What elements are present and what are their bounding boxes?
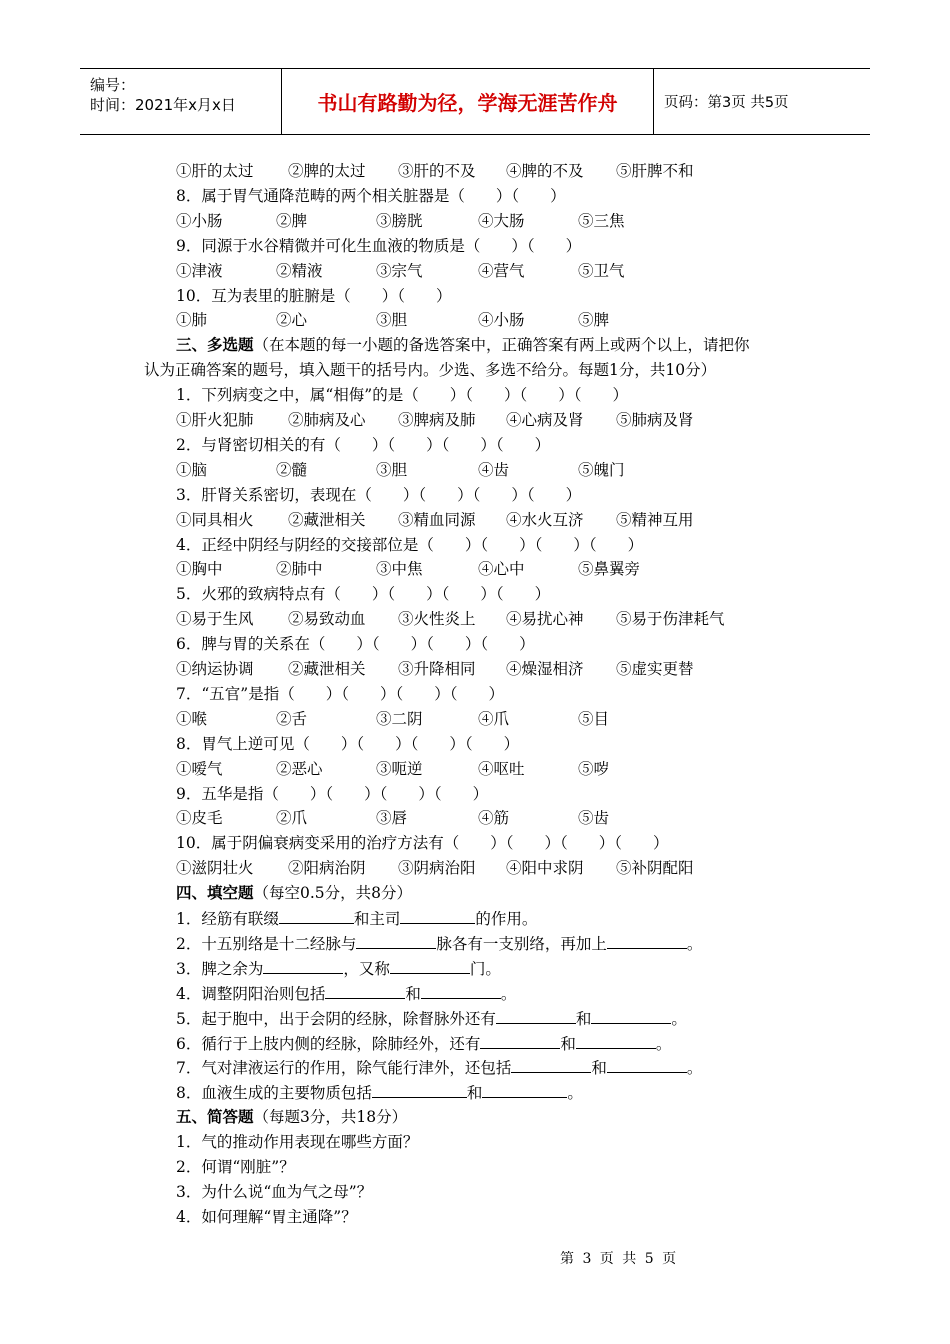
fill-question <box>176 1007 687 1029</box>
answer-option: ⑤易于伤津耗气 <box>616 610 725 629</box>
question-stem: 1．气的推动作用表现在哪些方面？ <box>176 1133 419 1152</box>
fill-question <box>176 907 537 929</box>
question-stem: 2．与肾密切相关的有（ ）（ ）（ ）（ ） <box>176 435 551 454</box>
answer-option: ⑤精神互用 <box>616 510 694 529</box>
answer-option: ①同具相火 <box>176 510 254 529</box>
question-text: 。 <box>686 934 703 953</box>
question-stem: 1．下列病变之中，属“相侮”的是（ ）（ ）（ ）（ ） <box>176 386 628 405</box>
question-text: 门。 <box>469 959 501 978</box>
answer-option: ①纳运协调 <box>176 660 254 678</box>
answer-option: ⑤卫气 <box>578 261 625 280</box>
answer-option: ③中焦 <box>376 560 423 579</box>
code-label: 编号： <box>90 76 136 94</box>
answer-option: ④脾的不及 <box>506 162 584 180</box>
question-stem: 10．互为表里的脏腑是（ ）（ ） <box>176 286 452 305</box>
answer-option: ⑤脾 <box>578 311 610 330</box>
answer-option: ②舌 <box>276 709 308 728</box>
page-header <box>80 68 870 135</box>
answer-option: ④营气 <box>478 261 525 280</box>
answer-option: ②肺中 <box>276 560 323 579</box>
answer-option: ②阳病治阴 <box>288 859 366 878</box>
answer-option: ①胸中 <box>176 560 223 579</box>
question-text: 2．十五别络是十二经脉与 <box>176 934 357 953</box>
answer-option: ⑤哕 <box>578 759 610 778</box>
answer-option: ④爪 <box>478 709 510 728</box>
option-row <box>176 558 796 580</box>
option-row <box>176 309 796 331</box>
question-stem: 8．属于胃气通降范畴的两个相关脏器是（ ）（ ） <box>176 186 566 205</box>
question-stem: 7．“五官”是指（ ）（ ）（ ）（ ） <box>176 684 504 703</box>
section-title: 四、填空题 <box>176 883 254 903</box>
answer-option: ①肝的太过 <box>176 162 254 180</box>
section-instructions-cont: 认为正确答案的题号，填入题干的括号内。少选、多选不给分。每题1分，共10分） <box>144 361 717 380</box>
question-stem: 9．同源于水谷精微并可化生血液的物质是（ ）（ ） <box>176 236 582 255</box>
answer-option: ④齿 <box>478 460 510 479</box>
answer-blank <box>480 1032 560 1049</box>
header-info <box>80 69 282 134</box>
answer-option: ③膀胱 <box>376 211 423 230</box>
answer-blank <box>263 957 343 974</box>
section-heading <box>176 1106 407 1128</box>
answer-option: ③精血同源 <box>398 510 476 529</box>
question-stem: 10．属于阴偏衰病变采用的治疗方法有（ ）（ ）（ ）（ ） <box>176 834 669 853</box>
question-text: 5．起于胞中，出于会阴的经脉，除督脉外还有 <box>176 1009 496 1028</box>
answer-option: ②肺病及心 <box>288 411 366 429</box>
answer-option: ③二阴 <box>376 709 423 728</box>
answer-option: ①肝火犯肺 <box>176 411 254 429</box>
answer-option: ④水火互济 <box>506 510 584 529</box>
date-label: 时间：2021年x月x日 <box>90 96 236 114</box>
answer-option: ③脾病及肺 <box>398 411 476 429</box>
answer-blank <box>356 932 436 949</box>
answer-blank <box>400 907 475 924</box>
fill-question <box>176 1056 702 1078</box>
answer-option: ①易于生风 <box>176 610 254 629</box>
answer-option: ③呃逆 <box>376 759 423 778</box>
option-row <box>176 459 796 481</box>
answer-blank <box>591 1007 671 1024</box>
answer-option: ⑤鼻翼旁 <box>578 560 641 579</box>
option-row <box>176 758 796 780</box>
section-instructions: （在本题的每一小题的备选答案中，正确答案有两上或两个以上，请把你 <box>253 336 750 355</box>
section-heading <box>176 882 412 904</box>
answer-blank <box>482 1081 567 1098</box>
fill-question <box>176 982 516 1004</box>
question-stem: 5．火邪的致病特点有（ ）（ ）（ ）（ ） <box>176 585 551 604</box>
question-stem: 4．正经中阴经与阴经的交接部位是（ ）（ ）（ ）（ ） <box>176 535 644 554</box>
answer-option: ②精液 <box>276 261 323 280</box>
answer-option: ①津液 <box>176 261 223 280</box>
option-row <box>176 509 796 531</box>
page-footer: 第 3 页 共 5 页 <box>560 1251 679 1267</box>
answer-option: ④易扰心神 <box>506 610 584 629</box>
answer-option: ④心中 <box>478 560 525 579</box>
answer-option: ⑤补阴配阳 <box>616 859 694 878</box>
answer-option: ⑤肝脾不和 <box>616 162 694 180</box>
answer-option: ④阳中求阴 <box>506 859 584 878</box>
answer-option: ④燥湿相济 <box>506 660 584 678</box>
question-text: 8．血液生成的主要物质包括 <box>176 1084 372 1103</box>
answer-option: ④心病及肾 <box>506 411 584 429</box>
answer-blank <box>372 1081 467 1098</box>
answer-option: ②藏泄相关 <box>288 660 366 678</box>
answer-option: ①皮毛 <box>176 809 223 828</box>
answer-option: ②脾的太过 <box>288 162 366 180</box>
fill-question <box>176 1032 671 1054</box>
answer-option: ④筋 <box>478 809 510 828</box>
question-text: 和 <box>591 1059 607 1078</box>
answer-blank <box>390 957 470 974</box>
section-instructions: （每题3分，共18分） <box>253 1108 408 1127</box>
answer-option: ②爪 <box>276 809 308 828</box>
question-text: 脉各有一支别络，再加上 <box>436 934 607 953</box>
header-motto <box>282 69 654 134</box>
question-text: 。 <box>567 1084 583 1103</box>
question-text: ，又称 <box>343 959 390 978</box>
question-stem: 8．胃气上逆可见（ ）（ ）（ ）（ ） <box>176 734 520 753</box>
option-row <box>176 260 796 282</box>
answer-option: ⑤魄门 <box>578 460 625 479</box>
answer-option: ①小肠 <box>176 211 223 230</box>
section-title: 五、简答题 <box>176 1107 254 1127</box>
question-text: 和 <box>405 984 421 1003</box>
page-label: 页码：第3页 共5页 <box>664 95 789 111</box>
answer-blank <box>279 907 354 924</box>
answer-option: ③肝的不及 <box>398 162 476 180</box>
answer-option: ②易致动血 <box>288 610 366 629</box>
question-stem: 9．五华是指（ ）（ ）（ ）（ ） <box>176 784 489 803</box>
option-row <box>176 409 796 431</box>
answer-option: ③宗气 <box>376 261 423 280</box>
option-row <box>176 708 796 730</box>
question-stem: 3．肝肾关系密切，表现在（ ）（ ）（ ）（ ） <box>176 485 582 504</box>
question-text: 1．经筋有联缀 <box>176 910 279 928</box>
answer-option: ⑤齿 <box>578 809 610 828</box>
answer-option: ③升降相同 <box>398 660 476 678</box>
question-text: 的作用。 <box>475 910 538 928</box>
answer-blank <box>576 1032 656 1049</box>
answer-option: ①肺 <box>176 311 208 330</box>
answer-option: ⑤目 <box>578 709 610 728</box>
answer-option: ⑤三焦 <box>578 211 625 230</box>
question-text: 。 <box>500 984 517 1003</box>
answer-option: ④大肠 <box>478 211 525 230</box>
question-text: 6．循行于上肢内侧的经脉，除肺经外，还有 <box>176 1034 481 1053</box>
question-stem: 4．如何理解“胃主通降”？ <box>176 1207 357 1226</box>
answer-option: ③胆 <box>376 311 408 330</box>
answer-blank <box>511 1056 591 1073</box>
answer-option: ①嗳气 <box>176 759 223 778</box>
answer-option: ②髓 <box>276 460 308 479</box>
question-text: 。 <box>671 1009 687 1028</box>
option-row <box>176 160 796 182</box>
answer-blank <box>607 932 687 949</box>
motto-text: 书山有路勤为径，学海无涯苦作舟 <box>317 91 618 115</box>
answer-blank <box>496 1007 576 1024</box>
option-row <box>176 807 796 829</box>
answer-option: ③胆 <box>376 460 408 479</box>
answer-option: ②藏泄相关 <box>288 510 366 529</box>
answer-blank <box>607 1056 687 1073</box>
answer-option: ②脾 <box>276 211 308 230</box>
answer-blank <box>325 982 405 999</box>
answer-option: ④呕吐 <box>478 759 525 778</box>
answer-option: ①滋阴壮火 <box>176 859 254 878</box>
option-row <box>176 658 796 680</box>
section-instructions: （每空0.5分，共8分） <box>253 884 413 903</box>
question-text: 和 <box>575 1009 592 1028</box>
answer-option: ②心 <box>276 311 308 330</box>
question-text: 和 <box>466 1084 483 1103</box>
answer-option: ④小肠 <box>478 311 525 330</box>
option-row <box>176 210 796 232</box>
fill-question <box>176 932 702 954</box>
fill-question <box>176 1081 583 1103</box>
option-row <box>176 608 796 630</box>
header-page <box>654 69 870 134</box>
answer-option: ②恶心 <box>276 759 323 778</box>
answer-blank <box>421 982 501 999</box>
question-stem: 2．何谓“刚脏”？ <box>176 1158 295 1176</box>
question-text: 和 <box>560 1034 576 1053</box>
answer-option: ①喉 <box>176 709 208 728</box>
answer-option: ③唇 <box>376 809 408 828</box>
answer-option: ③火性炎上 <box>398 610 476 629</box>
question-text: 和主司 <box>353 910 401 928</box>
section-title: 三、多选题 <box>176 335 254 355</box>
answer-option: ①脑 <box>176 460 208 479</box>
question-text: 7．气对津液运行的作用，除气能行津外，还包括 <box>176 1059 512 1078</box>
section-heading <box>176 334 750 356</box>
question-text: 3．脾之余为 <box>176 959 264 978</box>
question-stem: 3．为什么说“血为气之母”？ <box>176 1182 373 1201</box>
answer-option: ③阴病治阳 <box>398 859 476 878</box>
answer-option: ⑤虚实更替 <box>616 660 694 678</box>
question-stem: 6．脾与胃的关系在（ ）（ ）（ ）（ ） <box>176 635 535 654</box>
fill-question <box>176 957 501 979</box>
option-row <box>176 857 796 879</box>
question-text: 。 <box>655 1034 672 1053</box>
question-text: 4．调整阴阳治则包括 <box>176 984 326 1003</box>
answer-option: ⑤肺病及肾 <box>616 411 694 429</box>
question-text: 。 <box>686 1059 703 1078</box>
